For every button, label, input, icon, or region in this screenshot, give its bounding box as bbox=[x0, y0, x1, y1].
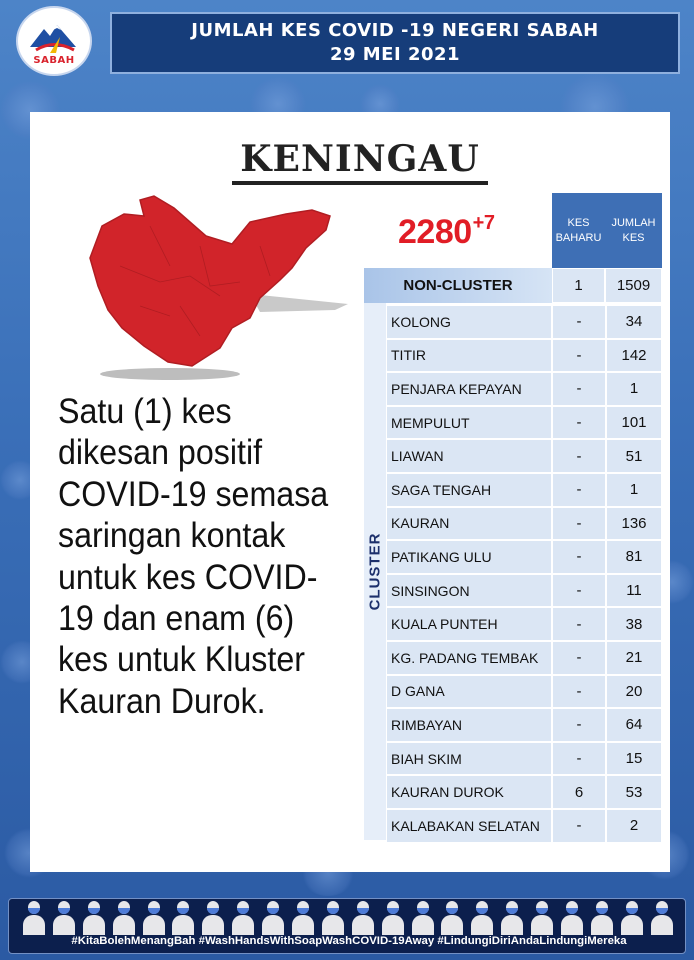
table-row bbox=[386, 507, 662, 541]
table-row bbox=[386, 809, 662, 843]
cluster-name: BIAH SKIM bbox=[386, 742, 552, 776]
new-cases-increment: +7 bbox=[472, 212, 495, 234]
table-row bbox=[386, 607, 662, 641]
cluster-total-cases: 51 bbox=[606, 439, 662, 473]
cluster-new-cases: - bbox=[552, 641, 606, 675]
person-icon bbox=[292, 901, 314, 935]
table-row bbox=[386, 574, 662, 608]
cluster-new-cases: - bbox=[552, 372, 606, 406]
cluster-total-cases: 15 bbox=[606, 742, 662, 776]
cluster-total-cases: 1 bbox=[606, 372, 662, 406]
cluster-total-cases: 1 bbox=[606, 473, 662, 507]
cluster-name: KUALA PUNTEH bbox=[386, 607, 552, 641]
cluster-new-cases: - bbox=[552, 507, 606, 541]
column-header-line: BAHARU bbox=[555, 231, 602, 244]
cluster-name: LIAWAN bbox=[386, 439, 552, 473]
person-icon bbox=[83, 901, 105, 935]
cluster-new-cases: - bbox=[552, 406, 606, 440]
cluster-total-cases: 20 bbox=[606, 675, 662, 709]
table-row bbox=[386, 540, 662, 574]
footer-banner bbox=[8, 898, 686, 954]
cluster-name: MEMPULUT bbox=[386, 406, 552, 440]
person-icon bbox=[143, 901, 165, 935]
person-icon bbox=[352, 901, 374, 935]
non-cluster-new: 1 bbox=[552, 268, 605, 303]
cluster-table bbox=[386, 305, 662, 843]
person-icon bbox=[232, 901, 254, 935]
cluster-name: D GANA bbox=[386, 675, 552, 709]
cluster-name: KG. PADANG TEMBAK bbox=[386, 641, 552, 675]
person-icon bbox=[531, 901, 553, 935]
table-row bbox=[386, 473, 662, 507]
person-icon bbox=[202, 901, 224, 935]
table-row bbox=[386, 372, 662, 406]
page-header bbox=[110, 12, 680, 74]
cluster-name: KAURAN DUROK bbox=[386, 775, 552, 809]
cluster-total-cases: 2 bbox=[606, 809, 662, 843]
cluster-total-cases: 34 bbox=[606, 305, 662, 339]
footer-hashtags: #KitaBolehMenangBah #WashHandsWithSoapWashCOVID-19Away #LindungiDiriAndaLindungiMereka bbox=[71, 935, 627, 947]
non-cluster-total: 1509 bbox=[605, 268, 662, 303]
table-row bbox=[386, 675, 662, 709]
mountain-logo-icon bbox=[26, 17, 82, 57]
cluster-total-cases: 64 bbox=[606, 708, 662, 742]
person-icon bbox=[412, 901, 434, 935]
non-cluster-row bbox=[364, 268, 662, 303]
district-map-icon bbox=[80, 186, 355, 386]
cluster-name: PATIKANG ULU bbox=[386, 540, 552, 574]
case-description: Satu (1) kes dikesan positif COVID-19 semasa saringan kontak untuk kes COVID-19 dan enam (6) kes untuk Kluster Kauran Durok. bbox=[58, 392, 329, 721]
person-icon bbox=[591, 901, 613, 935]
person-icon bbox=[651, 901, 673, 935]
cluster-name: KAURAN bbox=[386, 507, 552, 541]
person-icon bbox=[501, 901, 523, 935]
cluster-new-cases: - bbox=[552, 540, 606, 574]
cluster-name: TITIR bbox=[386, 339, 552, 373]
person-icon bbox=[382, 901, 404, 935]
people-illustration bbox=[23, 899, 673, 935]
table-row bbox=[386, 339, 662, 373]
cluster-new-cases: - bbox=[552, 339, 606, 373]
table-row bbox=[386, 641, 662, 675]
person-icon bbox=[172, 901, 194, 935]
cluster-label: CLUSTER bbox=[366, 532, 384, 611]
column-header-total-cases bbox=[605, 193, 662, 268]
district-title: KENINGAU bbox=[232, 138, 488, 185]
table-row bbox=[386, 305, 662, 339]
cluster-new-cases: - bbox=[552, 305, 606, 339]
cluster-new-cases: - bbox=[552, 574, 606, 608]
cluster-total-cases: 81 bbox=[606, 540, 662, 574]
table-row bbox=[386, 775, 662, 809]
cluster-name: SAGA TENGAH bbox=[386, 473, 552, 507]
header-title: JUMLAH KES COVID -19 NEGERI SABAH bbox=[191, 20, 599, 41]
logo-label: SABAH bbox=[33, 54, 75, 66]
person-icon bbox=[621, 901, 643, 935]
table-row bbox=[386, 439, 662, 473]
cluster-new-cases: - bbox=[552, 439, 606, 473]
total-cases-value: 2280 bbox=[398, 213, 472, 251]
cluster-name: PENJARA KEPAYAN bbox=[386, 372, 552, 406]
cluster-name: KALABAKAN SELATAN bbox=[386, 809, 552, 843]
person-icon bbox=[322, 901, 344, 935]
cluster-label-band bbox=[364, 303, 386, 840]
person-icon bbox=[53, 901, 75, 935]
person-icon bbox=[23, 901, 45, 935]
column-header-line: KES bbox=[622, 231, 645, 244]
cluster-new-cases: 6 bbox=[552, 775, 606, 809]
cluster-new-cases: - bbox=[552, 675, 606, 709]
cluster-name: SINSINGON bbox=[386, 574, 552, 608]
cluster-total-cases: 136 bbox=[606, 507, 662, 541]
header-date: 29 MEI 2021 bbox=[329, 44, 461, 65]
cluster-total-cases: 142 bbox=[606, 339, 662, 373]
cluster-total-cases: 101 bbox=[606, 406, 662, 440]
table-row bbox=[386, 742, 662, 776]
non-cluster-label: NON-CLUSTER bbox=[364, 268, 552, 303]
table-row bbox=[386, 708, 662, 742]
cluster-new-cases: - bbox=[552, 607, 606, 641]
cluster-total-cases: 11 bbox=[606, 574, 662, 608]
column-header-new-cases bbox=[552, 193, 605, 268]
cluster-new-cases: - bbox=[552, 809, 606, 843]
cluster-new-cases: - bbox=[552, 708, 606, 742]
cluster-name: RIMBAYAN bbox=[386, 708, 552, 742]
column-header-line: KES bbox=[567, 216, 590, 229]
cluster-name: KOLONG bbox=[386, 305, 552, 339]
sabah-logo bbox=[16, 6, 92, 76]
cluster-new-cases: - bbox=[552, 473, 606, 507]
person-icon bbox=[113, 901, 135, 935]
person-icon bbox=[561, 901, 583, 935]
cluster-total-cases: 38 bbox=[606, 607, 662, 641]
cluster-total-cases: 21 bbox=[606, 641, 662, 675]
column-header-line: JUMLAH bbox=[611, 216, 656, 229]
person-icon bbox=[441, 901, 463, 935]
cluster-total-cases: 53 bbox=[606, 775, 662, 809]
table-row bbox=[386, 406, 662, 440]
person-icon bbox=[262, 901, 284, 935]
total-cases bbox=[398, 212, 494, 252]
cluster-new-cases: - bbox=[552, 742, 606, 776]
person-icon bbox=[471, 901, 493, 935]
